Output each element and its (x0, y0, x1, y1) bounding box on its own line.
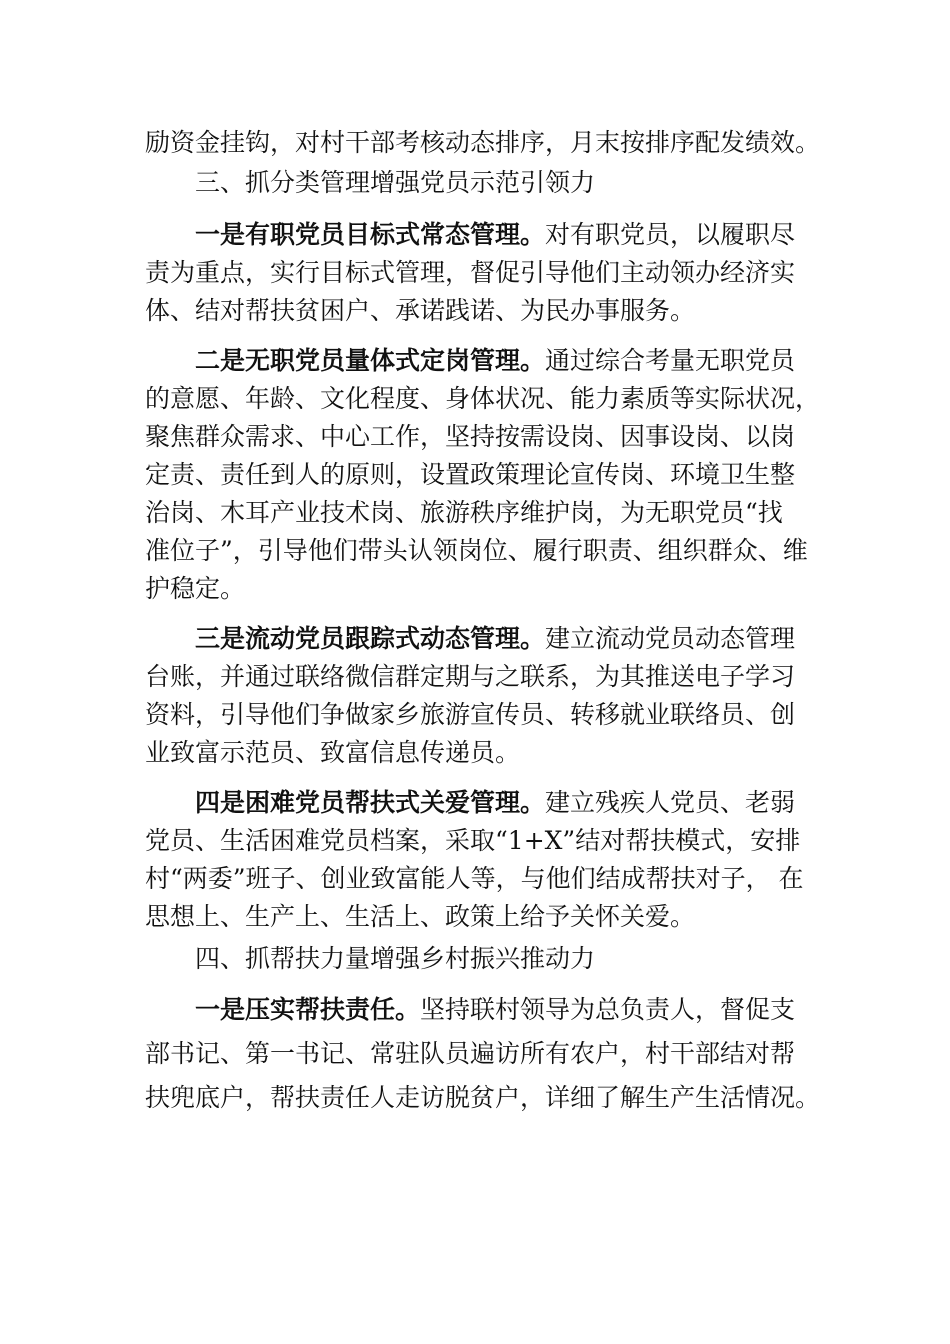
paragraph-line (195, 624, 795, 654)
paragraph-line: 护稳定。 (145, 574, 246, 603)
paragraph-line: 思想上、生产上、生活上、政策上给予关怀关爱。 (145, 902, 696, 931)
paragraph-line: 定责、责任到人的原则，设置政策理论宣传岗、环境卫生整 (145, 460, 796, 489)
paragraph-line (195, 346, 795, 376)
paragraph-text: 建立流动党员动态管理 (545, 624, 796, 653)
paragraph-line: 聚焦群众需求、中心工作，坚持按需设岗、因事设岗、以岗 (145, 422, 796, 451)
section-heading: 四、抓帮扶力量增强乡村振兴推动力 (195, 944, 596, 973)
paragraph-lead: 一是有职党员目标式常态管理。 (195, 220, 546, 249)
paragraph-lead: 四是困难党员帮扶式关爱管理。 (195, 788, 546, 817)
paragraph-line: 准位子”，引导他们带头认领岗位、履行职责、组织群众、维 (145, 536, 808, 565)
paragraph-line: 部书记、第一书记、常驻队员遍访所有农户，村干部结对帮 (145, 1039, 796, 1068)
paragraph-line: 台账，并通过联络微信群定期与之联系，为其推送电子学习 (145, 662, 796, 691)
paragraph-line: 治岗、木耳产业技术岗、旅游秩序维护岗，为无职党员“找 (145, 498, 783, 527)
paragraph-lead: 二是无职党员量体式定岗管理。 (195, 346, 546, 375)
paragraph-line: 体、结对帮扶贫困户、承诺践诺、为民办事服务。 (145, 296, 696, 325)
paragraph-line (195, 220, 795, 250)
paragraph-lead: 一是压实帮扶责任。 (195, 995, 421, 1024)
paragraph-line: 的意愿、年龄、文化程度、身体状况、能力素质等实际状况， (145, 384, 821, 413)
paragraph-line: 党员、生活困难党员档案，采取“1+X”结对帮扶模式，安排 (145, 826, 801, 855)
paragraph-text: 坚持联村领导为总负责人，督促支 (420, 995, 796, 1024)
paragraph-line: 业致富示范员、致富信息传递员。 (145, 738, 521, 767)
paragraph-text: 建立残疾人党员、老弱 (545, 788, 796, 817)
paragraph-line: 励资金挂钩，对村干部考核动态排序，月末按排序配发绩效。 (145, 128, 821, 157)
paragraph-line: 责为重点，实行目标式管理，督促引导他们主动领办经济实 (145, 258, 796, 287)
paragraph-lead: 三是流动党员跟踪式动态管理。 (195, 624, 546, 653)
paragraph-text: 对有职党员，以履职尽 (545, 220, 796, 249)
paragraph-line (195, 788, 795, 818)
paragraph-line (195, 995, 795, 1025)
paragraph-line: 资料，引导他们争做家乡旅游宣传员、转移就业联络员、创 (145, 700, 796, 729)
section-heading: 三、抓分类管理增强党员示范引领力 (195, 168, 596, 197)
paragraph-line: 村“两委”班子、创业致富能人等，与他们结成帮扶对子， 在 (145, 864, 804, 893)
paragraph-text: 通过综合考量无职党员 (545, 346, 796, 375)
paragraph-line: 扶兜底户，帮扶责任人走访脱贫户，详细了解生产生活情况。 (145, 1083, 821, 1112)
